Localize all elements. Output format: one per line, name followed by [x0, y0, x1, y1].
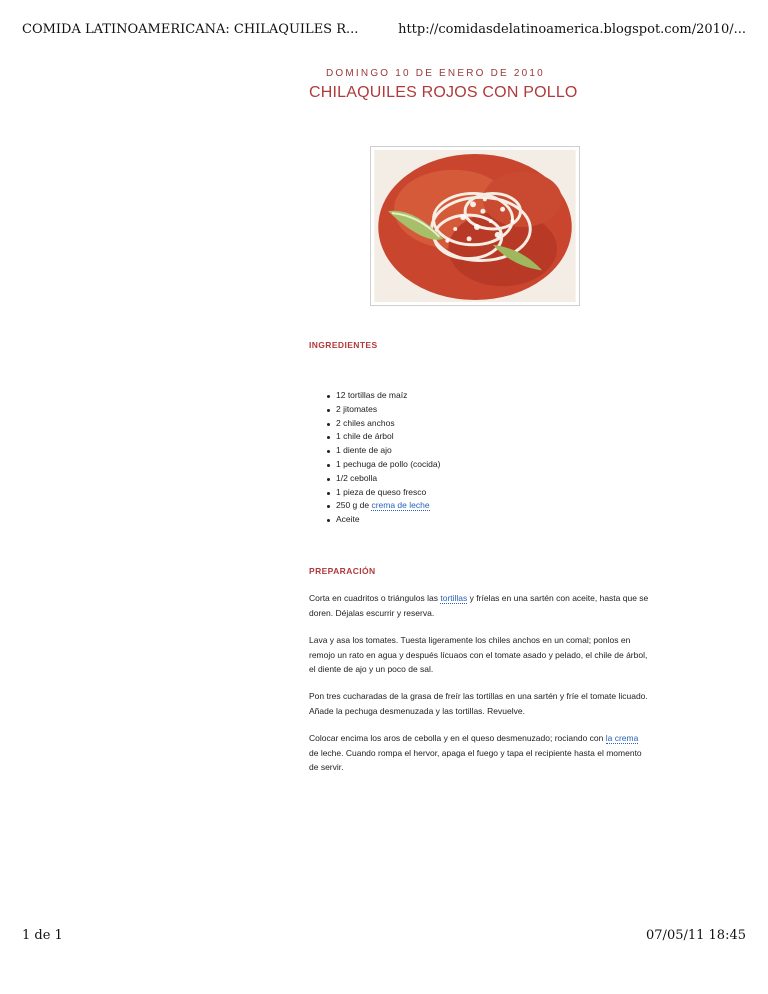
ingredients-heading: INGREDIENTES — [309, 340, 378, 350]
post-date: DOMINGO 10 DE ENERO DE 2010 — [326, 68, 545, 79]
list-item: 1 chile de árbol — [322, 430, 440, 444]
list-item: Aceite — [322, 513, 440, 527]
preparation-step-4 — [309, 731, 649, 775]
print-header-title: COMIDA LATINOAMERICANA: CHILAQUILES R... — [22, 22, 359, 37]
la-crema-link[interactable]: la crema — [605, 733, 639, 743]
chilaquiles-photo[interactable] — [370, 146, 580, 306]
step-text: Corta en cuadritos o triángulos las — [309, 593, 441, 603]
print-header-url: http://comidasdelatinoamerica.blogspot.com/2010/... — [398, 22, 746, 37]
dish-image-icon — [374, 150, 576, 302]
list-item: 12 tortillas de maíz — [322, 389, 440, 403]
page-number: 1 de 1 — [22, 928, 63, 943]
preparation-step-1 — [309, 591, 649, 620]
list-item: 1/2 cebolla — [322, 472, 440, 486]
step-text: y fríelas en una sartén con aceite, hasta que se doren. Déjalas escurrir y reserva. — [309, 593, 649, 618]
step-text: Colocar encima los aros de cebolla y en el queso desmenuzado; rociando con — [309, 733, 606, 743]
post-title[interactable]: CHILAQUILES ROJOS CON POLLO — [309, 84, 578, 101]
list-item: 2 chiles anchos — [322, 417, 440, 431]
list-item-text: 250 g de — [336, 500, 372, 511]
ingredients-list — [322, 389, 440, 527]
preparation-heading: PREPARACIÓN — [309, 566, 376, 576]
print-datetime: 07/05/11 18:45 — [646, 928, 746, 943]
preparation-step-2: Lava y asa los tomates. Tuesta ligeramente los chiles anchos en un comal; ponlos en remojo un rato en agua y después lícuaos con el tomate asado y pelado, el chile de árbol, el diente de ajo y un poco de sal. — [309, 635, 648, 674]
crema-de-leche-link[interactable]: crema de leche — [371, 500, 430, 511]
list-item: 1 pechuga de pollo (cocida) — [322, 458, 440, 472]
list-item: 1 diente de ajo — [322, 444, 440, 458]
preparation-step-3: Pon tres cucharadas de la grasa de freír las tortillas en una sartén y fríe el tomate licuado. Añade la pechuga desmenuzada y las tortillas. Revuelve. — [309, 691, 648, 716]
list-item: 2 jitomates — [322, 403, 440, 417]
tortillas-link[interactable]: tortillas — [440, 593, 468, 603]
step-text: de leche. Cuando rompa el hervor, apaga el fuego y tapa el recipiente hasta el momento de servir. — [309, 747, 642, 772]
list-item: 1 pieza de queso fresco — [322, 486, 440, 500]
list-item — [322, 499, 440, 513]
